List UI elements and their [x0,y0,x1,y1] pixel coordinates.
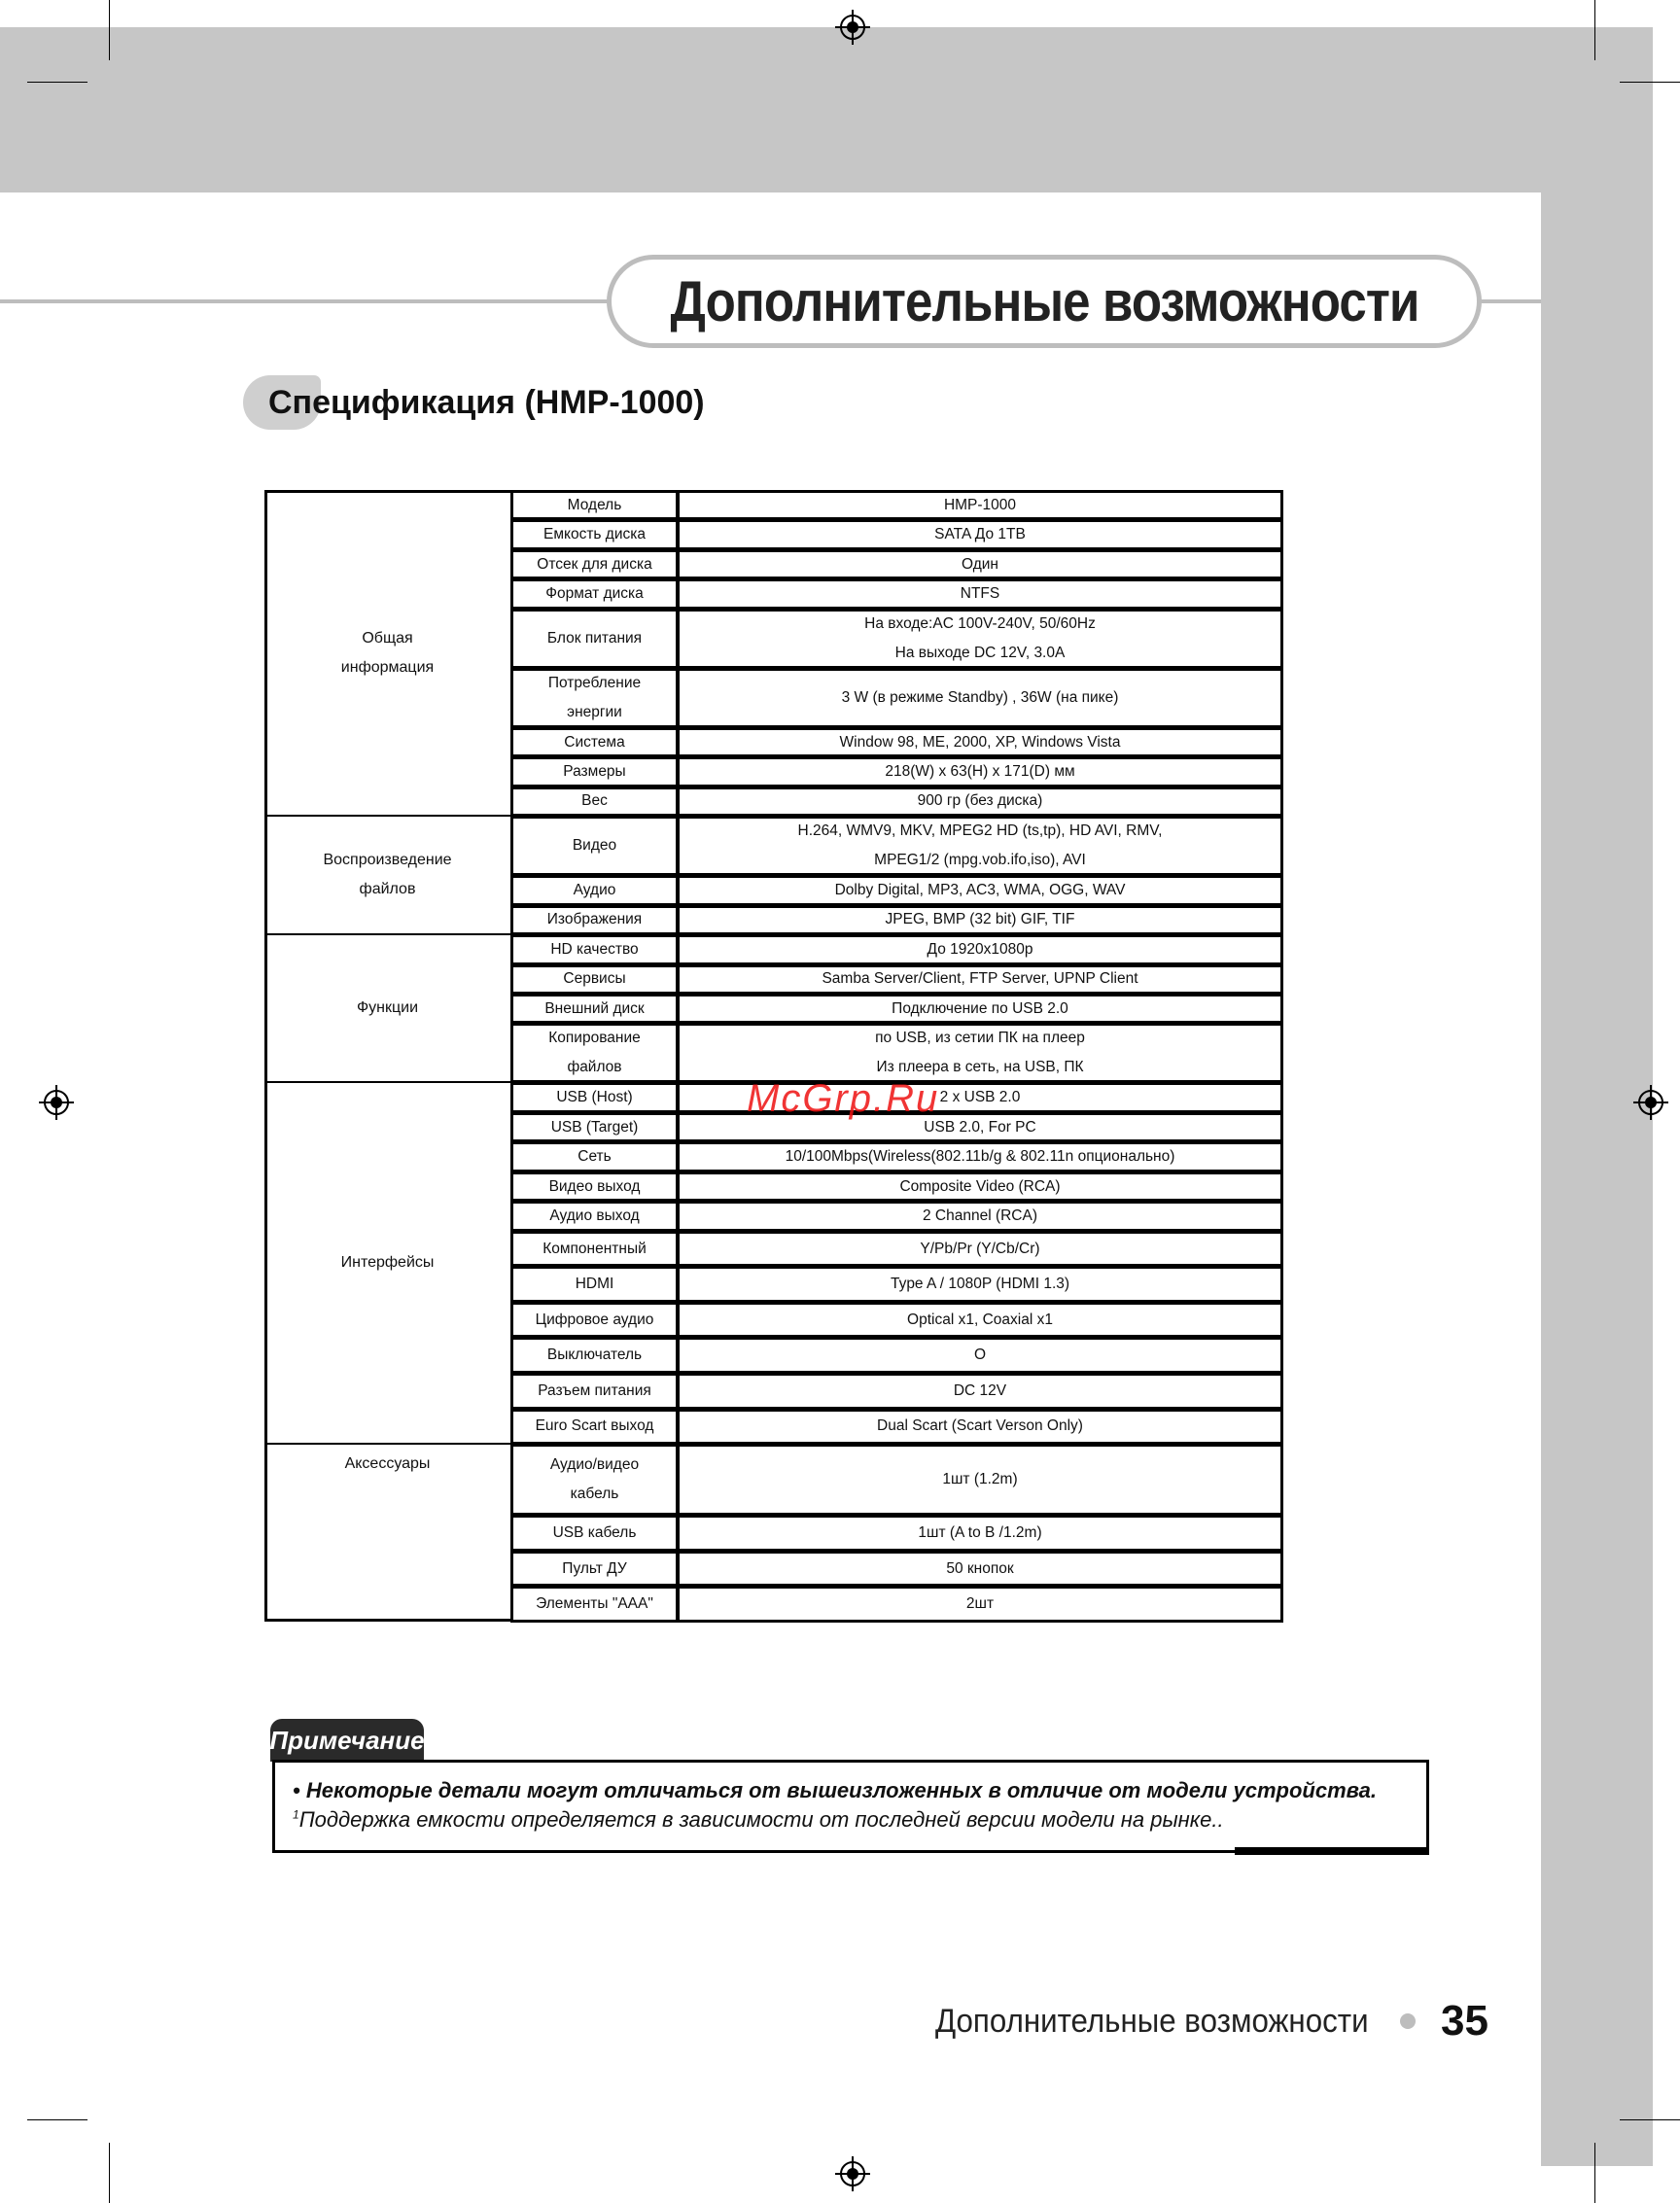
spec-row [510,519,1283,549]
spec-row-label: USB кабель [510,1515,680,1552]
crop-mark [1620,82,1680,83]
registration-mark-icon [39,1085,74,1120]
crop-mark [27,82,88,83]
spec-row-value: JPEG, BMP (32 bit) GIF, TIF [680,905,1283,935]
spec-row [510,727,1283,757]
category-separator [264,1443,510,1445]
note-line-2 [293,1807,1224,1833]
spec-row-label: Отсек для диска [510,549,680,579]
spec-row [510,905,1283,935]
spec-row [510,1551,1283,1588]
spec-row-value: NTFS [680,578,1283,609]
spec-category: Общая информация [340,629,435,676]
spec-row-label: Цифровое аудио [510,1302,680,1339]
spec-row-value: 1шт (1.2m) [680,1444,1283,1516]
spec-category: Аксессуары [344,1455,431,1473]
spec-row-value: Dolby Digital, MP3, AC3, WMA, OGG, WAV [680,875,1283,905]
spec-row-label: Сервисы [510,964,680,995]
spec-row-value: HMP-1000 [680,490,1283,520]
spec-table [264,490,1283,1622]
spec-row [510,609,1283,669]
spec-row-label: Блок питания [510,609,680,669]
spec-row-value: Подключение по USB 2.0 [680,994,1283,1024]
spec-row-value: 2 x USB 2.0 [680,1082,1283,1112]
spec-row-label: Выключатель [510,1337,680,1374]
spec-row [510,1201,1283,1231]
spec-row-value: 1шт (A to B /1.2m) [680,1515,1283,1552]
spec-row-value: Window 98, ME, 2000, XP, Windows Vista [680,727,1283,757]
spec-row [510,1141,1283,1171]
spec-row-label: HDMI [510,1266,680,1303]
footnote-marker: 1 [293,1807,299,1822]
spec-row [510,1231,1283,1268]
spec-row-value: 2 Channel (RCA) [680,1201,1283,1231]
spec-row-value: 2шт [680,1586,1283,1623]
spec-row [510,1337,1283,1374]
spec-row-value: по USB, из сетии ПК на плеер Из плеера в сеть, на USB, ПК [680,1023,1283,1083]
registration-mark-icon [1633,1085,1668,1120]
section-heading [243,375,705,430]
spec-row-label: Копирование файлов [510,1023,680,1083]
spec-row [510,1515,1283,1552]
spec-row-label: Сеть [510,1141,680,1171]
spec-row [510,549,1283,579]
spec-row-label: Видео [510,816,680,876]
spec-row [510,816,1283,876]
spec-row-value: 50 кнопок [680,1551,1283,1588]
spec-row-label: Вес [510,787,680,817]
spec-row [510,1444,1283,1516]
spec-row [510,490,1283,520]
spec-row-label: Аудио [510,875,680,905]
spec-row [510,787,1283,817]
spec-row-label: Изображения [510,905,680,935]
spec-row-label: Модель [510,490,680,520]
spec-row-label: Пульт ДУ [510,1551,680,1588]
registration-mark-icon [835,2156,870,2191]
page-number: 35 [1441,1997,1488,2045]
spec-row [510,1266,1283,1303]
spec-category: Функции [356,999,419,1017]
spec-row [510,668,1283,728]
registration-mark-icon [835,10,870,45]
spec-row-value: 900 гр (без диска) [680,787,1283,817]
spec-row-value: 218(W) x 63(H) x 171(D) мм [680,756,1283,787]
spec-row-value: 10/100Mbps(Wireless(802.11b/g & 802.11n опционально) [680,1141,1283,1171]
spec-row [510,994,1283,1024]
page-title: Дополнительные возможности [669,269,1418,333]
spec-row-label: Видео выход [510,1171,680,1202]
crop-mark [109,2143,110,2203]
spec-row-label: Элементы "AAA" [510,1586,680,1623]
note-box [272,1760,1429,1853]
spec-row-value: O [680,1337,1283,1374]
crop-mark [27,2119,88,2120]
crop-mark [109,0,110,60]
spec-row-label: USB (Host) [510,1082,680,1112]
spec-row-value: Optical x1, Coaxial x1 [680,1302,1283,1339]
spec-row [510,1302,1283,1339]
crop-mark [1594,2143,1595,2203]
crop-mark [1620,2119,1680,2120]
note-tab-label: Примечание [269,1725,425,1755]
spec-row [510,1023,1283,1083]
spec-row-label: Система [510,727,680,757]
spec-row-value: USB 2.0, For PC [680,1112,1283,1142]
spec-row-value: Type A / 1080P (HDMI 1.3) [680,1266,1283,1303]
spec-row [510,1409,1283,1446]
spec-row-label: Аудио/видео кабель [510,1444,680,1516]
spec-row-value: H.264, WMV9, MKV, MPEG2 HD (ts,tp), HD AVI, RMV, MPEG1/2 (mpg.vob.ifo,iso), AVI [680,816,1283,876]
footer-title: Дополнительные возможности [935,2002,1369,2040]
spec-category: Интерфейсы [340,1254,435,1272]
note-line-1: • Некоторые детали могут отличаться от вышеизложенных в отличие от модели устройства. [293,1778,1377,1802]
spec-row-value: Dual Scart (Scart Verson Only) [680,1409,1283,1446]
spec-row-label: Емкость диска [510,519,680,549]
spec-row [510,756,1283,787]
spec-row-label: Euro Scart выход [510,1409,680,1446]
spec-row-value: Composite Video (RCA) [680,1171,1283,1202]
spec-row-label: USB (Target) [510,1112,680,1142]
spec-row-value: Y/Pb/Pr (Y/Cb/Cr) [680,1231,1283,1268]
spec-row-value: Один [680,549,1283,579]
spec-row-label: Размеры [510,756,680,787]
spec-row-label: HD качество [510,934,680,964]
spec-row-label: Формат диска [510,578,680,609]
top-gray-band [0,27,1653,192]
spec-row [510,964,1283,995]
note-line-2-text: Поддержка емкости определяется в зависимости от последней версии модели на рынке.. [298,1807,1224,1832]
crop-mark [1594,0,1595,60]
spec-row-label: Компонентный [510,1231,680,1268]
page-footer [935,1997,1488,2046]
spec-category: Воспроизведение файлов [323,852,452,898]
watermark-text: McGrp.Ru [747,1077,940,1120]
spec-row-label: Разъем питания [510,1373,680,1410]
spec-row [510,578,1283,609]
spec-row-label: Аудио выход [510,1201,680,1231]
spec-row-value: На входе:AC 100V-240V, 50/60Hz На выходе DC 12V, 3.0A [680,609,1283,669]
page-title-pill [607,255,1482,348]
spec-row-value: DC 12V [680,1373,1283,1410]
footer-bullet-icon [1400,2013,1416,2029]
spec-row-label: Внешний диск [510,994,680,1024]
spec-row-label: Потребление энергии [510,668,680,728]
spec-row [510,1373,1283,1410]
spec-row [510,875,1283,905]
section-title: Спецификация (HMP-1000) [268,383,705,421]
note-tab [270,1719,424,1762]
spec-row [510,934,1283,964]
spec-row-value: SATA До 1TB [680,519,1283,549]
spec-row [510,1586,1283,1623]
spec-row [510,1171,1283,1202]
spec-row-value: 3 W (в режиме Standby) , 36W (на пике) [680,668,1283,728]
spec-row-value: Samba Server/Client, FTP Server, UPNP Client [680,964,1283,995]
spec-row-value: До 1920x1080p [680,934,1283,964]
